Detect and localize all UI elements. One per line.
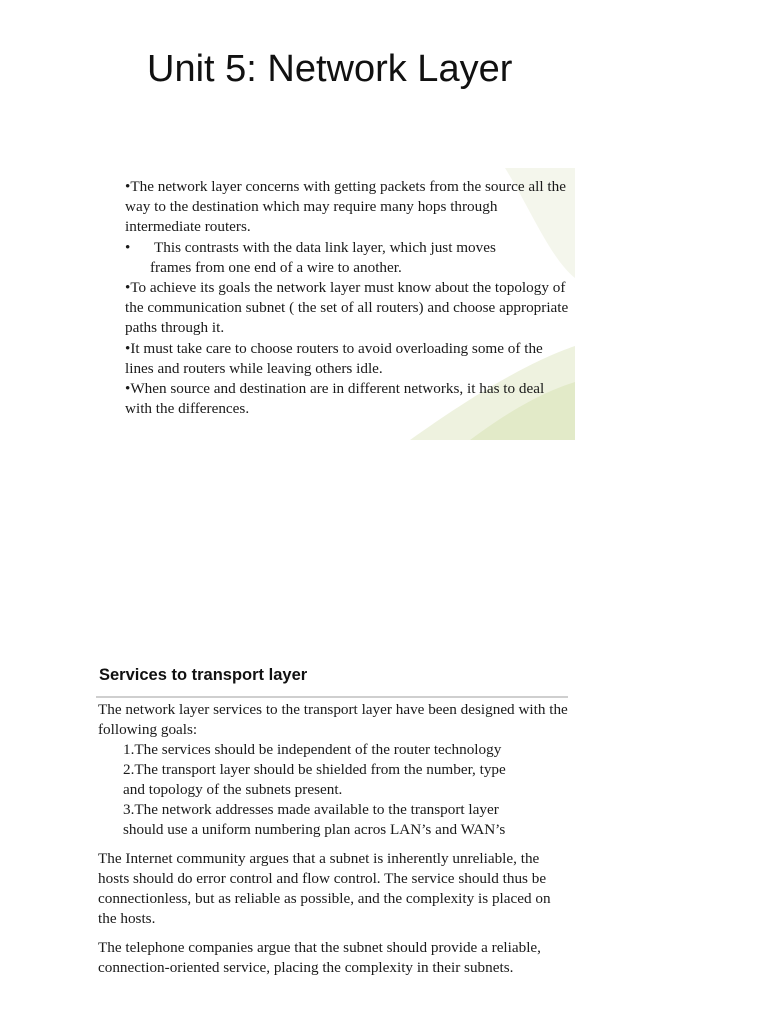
point-topology-paths: •To achieve its goals the network layer must know about the topology of the communication subnet ( the set of all routers) and choose appropriate paths through it. — [125, 279, 569, 337]
slide-one-text — [125, 177, 570, 419]
point-avoid-overloading: •It must take care to choose routers to avoid overloading some of the lines and routers while leaving others idle. — [125, 339, 543, 377]
goal-item-3: 3.The network addresses made available to the transport layer — [123, 801, 499, 818]
subpoint-line-two: frames from one end of a wire to another. — [150, 258, 402, 276]
intro-paragraph: The network layer services to the transport layer have been designed with the following goals: — [98, 701, 568, 738]
point-different-networks: •When source and destination are in different networks, it has to deal with the differences. — [125, 380, 545, 418]
goal-item-1: 1.The services should be independent of the router technology — [123, 741, 502, 758]
slide-heading: Services to transport layer — [99, 666, 308, 684]
subpoint-line-one: This contrasts with the data link layer, which just moves — [154, 238, 496, 256]
slide-two-body — [98, 700, 568, 978]
goal-item-2: 2.The transport layer should be shielded from the number, type — [123, 761, 506, 778]
heading-divider — [96, 696, 568, 698]
slide-network-layer-overview — [110, 168, 575, 440]
subpoint-data-link-contrast — [125, 238, 570, 278]
point-packets-source-destination: •The network layer concerns with getting packets from the source all the way to the destination which may require many hops through intermediate routers. — [125, 178, 566, 236]
page-title: Unit 5: Network Layer — [147, 48, 513, 90]
slide-services-to-transport-layer — [86, 660, 568, 998]
goal-item-3-continued: should use a uniform numbering plan acros LAN’s and WAN’s — [123, 821, 506, 838]
paragraph-telephone-companies: The telephone companies argue that the subnet should provide a reliable, connection-oriented service, placing the complexity in their subnets. — [98, 939, 541, 976]
paragraph-internet-community: The Internet community argues that a subnet is inherently unreliable, the hosts should do error control and flow control. The service should thus be connectionless, but as reliable as possible, and the complexity is placed on the hosts. — [98, 850, 551, 927]
bullet-marker: • — [125, 238, 131, 256]
goal-item-2-continued: and topology of the subnets present. — [123, 781, 343, 798]
